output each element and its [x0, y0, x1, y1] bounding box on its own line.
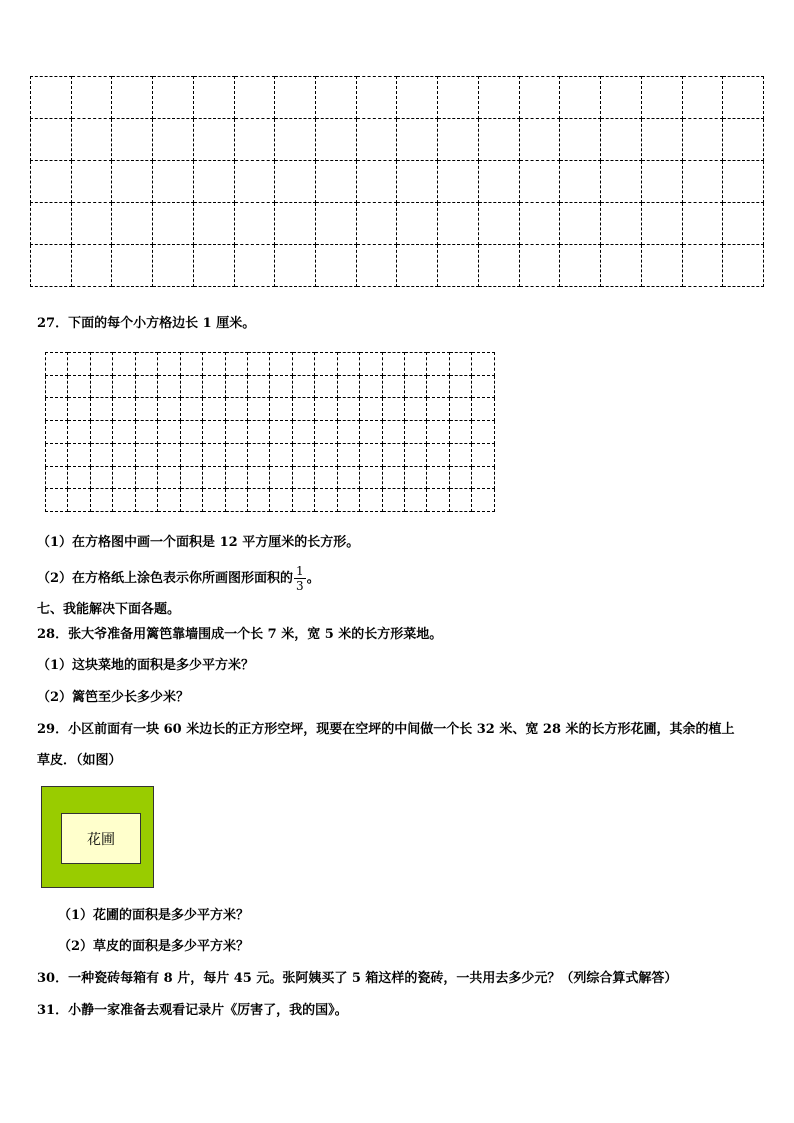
- grid-cell: [397, 77, 438, 119]
- grid-cell: [316, 203, 357, 245]
- grid-cell: [397, 245, 438, 287]
- square-cell: [449, 353, 471, 376]
- square-cell: [315, 375, 337, 398]
- grid-cell: [356, 245, 397, 287]
- grid-cell: [31, 119, 72, 161]
- grid-row: [46, 375, 495, 398]
- square-cell: [449, 421, 471, 444]
- square-cell: [449, 466, 471, 489]
- square-cell: [382, 443, 404, 466]
- square-cell: [225, 489, 247, 512]
- square-cell: [247, 443, 269, 466]
- question-28-part-2: （2）篱笆至少长多少米？: [37, 690, 190, 705]
- grid-cell: [112, 119, 153, 161]
- grid-cell: [31, 245, 72, 287]
- grid-row: [31, 77, 764, 119]
- grid-cell: [193, 77, 234, 119]
- grid-cell: [234, 161, 275, 203]
- flower-bed-label: 花圃: [87, 831, 115, 848]
- grid-cell: [601, 161, 642, 203]
- square-cell: [405, 489, 427, 512]
- square-cell: [337, 466, 359, 489]
- grid-row: [31, 119, 764, 161]
- square-cell: [337, 353, 359, 376]
- square-cell: [135, 375, 157, 398]
- square-cell: [90, 421, 112, 444]
- square-cell: [382, 421, 404, 444]
- square-cell: [90, 398, 112, 421]
- question-27-part-2-end: 。: [306, 571, 320, 586]
- square-cell: [427, 398, 449, 421]
- grid-cell: [601, 203, 642, 245]
- square-cell: [292, 353, 314, 376]
- square-cell: [405, 466, 427, 489]
- question-29-title-line-1: 29．小区前面有一块 60 米边长的正方形空坪，现要在空坪的中间做一个长 32 米、宽 28 米的长方形花圃，其余的植上: [37, 722, 735, 737]
- square-cell: [337, 398, 359, 421]
- grid-row: [46, 353, 495, 376]
- grid-cell: [234, 245, 275, 287]
- square-cell: [225, 421, 247, 444]
- grid-cell: [316, 77, 357, 119]
- square-cell: [135, 353, 157, 376]
- square-cell: [472, 375, 495, 398]
- square-cell: [68, 353, 90, 376]
- lawn-figure: [41, 786, 154, 888]
- square-cell: [382, 466, 404, 489]
- grid-cell: [234, 119, 275, 161]
- square-cell: [90, 466, 112, 489]
- square-cell: [292, 398, 314, 421]
- square-cell: [472, 489, 495, 512]
- grid-cell: [519, 203, 560, 245]
- grid-cell: [275, 161, 316, 203]
- writing-grid: [30, 76, 764, 287]
- square-cell: [247, 421, 269, 444]
- grid-cell: [275, 203, 316, 245]
- grid-cell: [478, 245, 519, 287]
- question-27-part-2: [37, 561, 320, 597]
- square-cell: [472, 443, 495, 466]
- grid-cell: [560, 203, 601, 245]
- grid-cell: [478, 77, 519, 119]
- question-31-title: 31．小静一家准备去观看记录片《厉害了，我的国》。: [37, 1003, 348, 1018]
- square-cell: [46, 489, 68, 512]
- grid-cell: [682, 77, 723, 119]
- square-cell: [113, 443, 135, 466]
- square-cell: [360, 375, 382, 398]
- square-cell: [46, 375, 68, 398]
- square-cell: [315, 353, 337, 376]
- square-cell: [405, 398, 427, 421]
- grid-cell: [153, 77, 194, 119]
- grid-cell: [316, 161, 357, 203]
- square-cell: [360, 398, 382, 421]
- square-cell: [337, 443, 359, 466]
- grid-cell: [519, 119, 560, 161]
- grid-cell: [71, 245, 112, 287]
- grid-cell: [723, 203, 764, 245]
- square-cell: [382, 398, 404, 421]
- grid-cell: [356, 77, 397, 119]
- square-cell: [90, 443, 112, 466]
- grid-cell: [31, 77, 72, 119]
- square-cell: [270, 375, 292, 398]
- square-cell: [46, 466, 68, 489]
- square-cell: [360, 443, 382, 466]
- grid-cell: [682, 119, 723, 161]
- grid-cell: [641, 203, 682, 245]
- grid-cell: [723, 245, 764, 287]
- grid-row: [46, 489, 495, 512]
- grid-row: [46, 466, 495, 489]
- grid-cell: [275, 77, 316, 119]
- square-cell: [68, 421, 90, 444]
- square-cell: [113, 466, 135, 489]
- square-cell: [225, 398, 247, 421]
- grid-cell: [519, 161, 560, 203]
- square-cell: [113, 353, 135, 376]
- grid-row: [46, 421, 495, 444]
- square-cell: [46, 443, 68, 466]
- grid-cell: [234, 203, 275, 245]
- square-cell: [180, 421, 202, 444]
- grid-row: [46, 443, 495, 466]
- grid-cell: [641, 245, 682, 287]
- square-cell: [68, 489, 90, 512]
- square-cell: [270, 421, 292, 444]
- square-cell: [315, 398, 337, 421]
- grid-cell: [723, 161, 764, 203]
- grid-cell: [478, 203, 519, 245]
- square-cell: [158, 489, 180, 512]
- question-29-part-2: （2）草皮的面积是多少平方米？: [58, 939, 250, 954]
- square-cell: [315, 466, 337, 489]
- square-cell: [360, 489, 382, 512]
- grid-cell: [397, 203, 438, 245]
- square-cell: [135, 398, 157, 421]
- fraction-one-third: [294, 564, 306, 593]
- grid-cell: [560, 161, 601, 203]
- square-cell: [180, 353, 202, 376]
- square-cell: [180, 489, 202, 512]
- fraction-denominator: 3: [296, 579, 304, 593]
- grid-cell: [31, 203, 72, 245]
- grid-cell: [71, 77, 112, 119]
- square-cell: [203, 353, 225, 376]
- square-cell: [337, 489, 359, 512]
- square-cell: [382, 353, 404, 376]
- grid-cell: [234, 77, 275, 119]
- grid-cell: [193, 203, 234, 245]
- square-cell: [292, 443, 314, 466]
- square-cell: [158, 398, 180, 421]
- grid-cell: [478, 161, 519, 203]
- grid-cell: [316, 245, 357, 287]
- square-cell: [472, 398, 495, 421]
- grid-cell: [641, 77, 682, 119]
- grid-row: [31, 203, 764, 245]
- square-cell: [270, 353, 292, 376]
- grid-cell: [478, 119, 519, 161]
- square-cell: [292, 421, 314, 444]
- square-cell: [90, 375, 112, 398]
- grid-cell: [31, 161, 72, 203]
- grid-cell: [397, 119, 438, 161]
- square-cell: [135, 443, 157, 466]
- square-cell: [113, 421, 135, 444]
- grid-cell: [193, 119, 234, 161]
- square-cell: [203, 489, 225, 512]
- square-cell: [135, 466, 157, 489]
- square-cell: [247, 489, 269, 512]
- grid-cell: [316, 119, 357, 161]
- grid-cell: [723, 77, 764, 119]
- grid-cell: [601, 119, 642, 161]
- grid-cell: [438, 203, 479, 245]
- square-cell: [337, 421, 359, 444]
- square-cell: [68, 466, 90, 489]
- square-cell: [315, 443, 337, 466]
- question-28-part-1: （1）这块菜地的面积是多少平方米？: [37, 658, 255, 673]
- grid-cell: [438, 119, 479, 161]
- square-cell: [270, 489, 292, 512]
- grid-cell: [519, 77, 560, 119]
- square-cell: [158, 421, 180, 444]
- grid-cell: [438, 161, 479, 203]
- grid-cell: [560, 119, 601, 161]
- question-28-title: 28．张大爷准备用篱笆靠墙围成一个长 7 米，宽 5 米的长方形菜地。: [37, 627, 443, 642]
- grid-cell: [193, 161, 234, 203]
- grid-cell: [682, 161, 723, 203]
- square-cell: [247, 353, 269, 376]
- grid-cell: [71, 119, 112, 161]
- square-cell: [247, 375, 269, 398]
- square-cell: [427, 353, 449, 376]
- grid-cell: [275, 245, 316, 287]
- grid-cell: [356, 203, 397, 245]
- square-cell: [158, 353, 180, 376]
- square-cell: [46, 353, 68, 376]
- grid-cell: [560, 77, 601, 119]
- square-cell: [315, 421, 337, 444]
- square-cell: [382, 489, 404, 512]
- square-cell: [46, 398, 68, 421]
- square-cell: [337, 375, 359, 398]
- section-7-title: 七、我能解决下面各题。: [37, 602, 181, 617]
- square-cell: [135, 489, 157, 512]
- square-cell: [292, 489, 314, 512]
- square-cell: [270, 466, 292, 489]
- square-cell: [472, 421, 495, 444]
- square-grid: [45, 352, 495, 512]
- square-cell: [180, 375, 202, 398]
- square-cell: [449, 489, 471, 512]
- grid-cell: [71, 161, 112, 203]
- grid-cell: [641, 161, 682, 203]
- square-cell: [203, 466, 225, 489]
- square-cell: [360, 421, 382, 444]
- square-cell: [113, 375, 135, 398]
- grid-cell: [438, 77, 479, 119]
- grid-cell: [356, 119, 397, 161]
- square-cell: [113, 489, 135, 512]
- grid-cell: [71, 203, 112, 245]
- square-cell: [449, 375, 471, 398]
- square-cell: [427, 421, 449, 444]
- grid-row: [46, 398, 495, 421]
- grid-cell: [601, 77, 642, 119]
- grid-cell: [682, 245, 723, 287]
- grid-cell: [153, 203, 194, 245]
- grid-cell: [112, 245, 153, 287]
- grid-cell: [356, 161, 397, 203]
- square-cell: [68, 443, 90, 466]
- square-cell: [292, 375, 314, 398]
- question-27-title: 27．下面的每个小方格边长 1 厘米。: [37, 316, 256, 331]
- square-cell: [405, 375, 427, 398]
- square-cell: [158, 466, 180, 489]
- square-cell: [203, 398, 225, 421]
- square-cell: [405, 421, 427, 444]
- square-cell: [68, 375, 90, 398]
- square-cell: [449, 443, 471, 466]
- square-cell: [427, 375, 449, 398]
- square-cell: [225, 466, 247, 489]
- question-27-part-2-text: （2）在方格纸上涂色表示你所画图形面积的: [37, 571, 294, 586]
- square-cell: [135, 421, 157, 444]
- square-cell: [360, 353, 382, 376]
- square-cell: [427, 443, 449, 466]
- square-cell: [158, 375, 180, 398]
- grid-cell: [641, 119, 682, 161]
- grid-cell: [682, 203, 723, 245]
- grid-cell: [723, 119, 764, 161]
- grid-row: [31, 245, 764, 287]
- question-30-title: 30．一种瓷砖每箱有 8 片，每片 45 元。张阿姨买了 5 箱这样的瓷砖，一共用去多少元？（列综合算式解答）: [37, 971, 678, 986]
- square-cell: [247, 398, 269, 421]
- square-cell: [360, 466, 382, 489]
- square-cell: [292, 466, 314, 489]
- square-cell: [68, 398, 90, 421]
- square-cell: [270, 398, 292, 421]
- grid-cell: [601, 245, 642, 287]
- square-cell: [315, 489, 337, 512]
- square-cell: [382, 375, 404, 398]
- square-cell: [247, 466, 269, 489]
- square-cell: [90, 353, 112, 376]
- square-cell: [225, 375, 247, 398]
- grid-cell: [193, 245, 234, 287]
- grid-cell: [397, 161, 438, 203]
- square-cell: [270, 443, 292, 466]
- square-cell: [90, 489, 112, 512]
- grid-cell: [153, 161, 194, 203]
- square-cell: [405, 443, 427, 466]
- square-cell: [203, 443, 225, 466]
- grid-cell: [560, 245, 601, 287]
- square-cell: [472, 353, 495, 376]
- square-cell: [180, 443, 202, 466]
- square-cell: [472, 466, 495, 489]
- question-27-part-1: （1）在方格图中画一个面积是 12 平方厘米的长方形。: [37, 535, 360, 550]
- square-cell: [203, 421, 225, 444]
- square-cell: [180, 466, 202, 489]
- grid-cell: [519, 245, 560, 287]
- grid-cell: [275, 119, 316, 161]
- grid-row: [31, 161, 764, 203]
- grid-cell: [153, 119, 194, 161]
- square-cell: [180, 398, 202, 421]
- square-cell: [113, 398, 135, 421]
- square-cell: [405, 353, 427, 376]
- grid-cell: [112, 77, 153, 119]
- grid-cell: [112, 161, 153, 203]
- square-cell: [225, 353, 247, 376]
- square-cell: [46, 421, 68, 444]
- question-29-title-line-2: 草皮．（如图）: [37, 753, 122, 768]
- flower-bed: [61, 813, 141, 864]
- square-cell: [203, 375, 225, 398]
- grid-cell: [112, 203, 153, 245]
- square-cell: [449, 398, 471, 421]
- square-cell: [427, 466, 449, 489]
- question-29-part-1: （1）花圃的面积是多少平方米？: [58, 908, 250, 923]
- grid-cell: [438, 245, 479, 287]
- square-cell: [427, 489, 449, 512]
- square-cell: [225, 443, 247, 466]
- fraction-numerator: 1: [296, 564, 304, 578]
- square-cell: [158, 443, 180, 466]
- grid-cell: [153, 245, 194, 287]
